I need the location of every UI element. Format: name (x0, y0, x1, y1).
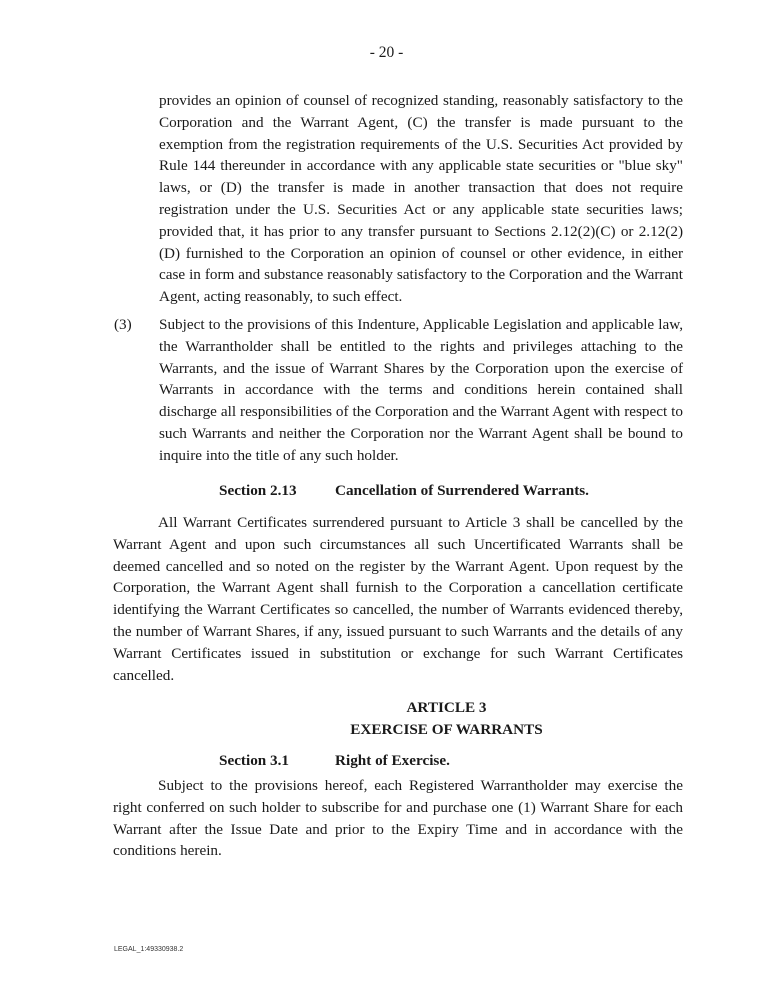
section-heading-3-1 (219, 750, 450, 772)
article-heading: ARTICLE 3 (406, 699, 487, 716)
item-paragraph: Subject to the provisions of this Indenture, Applicable Legislation and applicable law, the Warrantholder shall be entitled to the rights and privileges attaching to the Warrants, and the issue of Warrant Shares by the Corporation upon the exercise of Warrants in accordance with the terms and conditions herein contained shall discharge all responsibilities of the Corporation and the Warrant Agent with respect to such Warrants and neither the Corporation nor the Warrant Agent shall be bound to inquire into the title of any such holder. (159, 316, 683, 464)
section-2-13-body: All Warrant Certificates surrendered pursuant to Article 3 shall be cancelled by the Warrant Agent and upon such circumstances all such Uncertificated Warrants shall be deemed cancelled and so noted on the register by the Warrant Agent. Upon request by the Corporation, the Warrant Agent shall furnish to the Corporation a cancellation certificate identifying the Warrant Certificates so cancelled, the number of Warrants evidenced thereby, the number of Warrant Shares, if any, issued pursuant to such Warrants and the details of any Warrant Certificates issued in substitution or exchange for such Warrant Certificates cancelled. (113, 514, 683, 684)
item-number: (3) (114, 316, 132, 333)
section-3-1-body: Subject to the provisions hereof, each Registered Warrantholder may exercise the right conferred on such holder to subscribe for and purchase one (1) Warrant Share for each Warrant after the Issue Date and prior to the Expiry Time and in accordance with the conditions herein. (113, 777, 683, 860)
section-number: Section 2.13 (219, 482, 297, 499)
section-title: Cancellation of Surrendered Warrants. (335, 482, 589, 499)
page-number: - 20 - (369, 44, 404, 61)
section-heading-2-13 (219, 480, 589, 502)
article-title: EXERCISE OF WARRANTS (350, 721, 543, 738)
section-title: Right of Exercise. (335, 752, 450, 769)
section-number: Section 3.1 (219, 752, 290, 769)
continuation-paragraph: provides an opinion of counsel of recognized standing, reasonably satisfactory to the Corporation and the Warrant Agent, (C) the transfer is made pursuant to the exemption from the registration requirements of the U.S. Securities Act provided by Rule 144 thereunder in accordance with any applicable state securities or "blue sky" laws, or (D) the transfer is made in another transaction that does not require registration under the U.S. Securities Act or any applicable state securities laws; provided that, it has prior to any transfer pursuant to Sections 2.12(2)(C) or 2.12(2)(D) furnished to the Corporation an opinion of counsel or other evidence, in either case in form and substance reasonably satisfactory to the Corporation and the Warrant Agent, acting reasonably, to such effect. (159, 92, 683, 306)
document-footer-id: LEGAL_1:49330938.2 (114, 946, 184, 953)
